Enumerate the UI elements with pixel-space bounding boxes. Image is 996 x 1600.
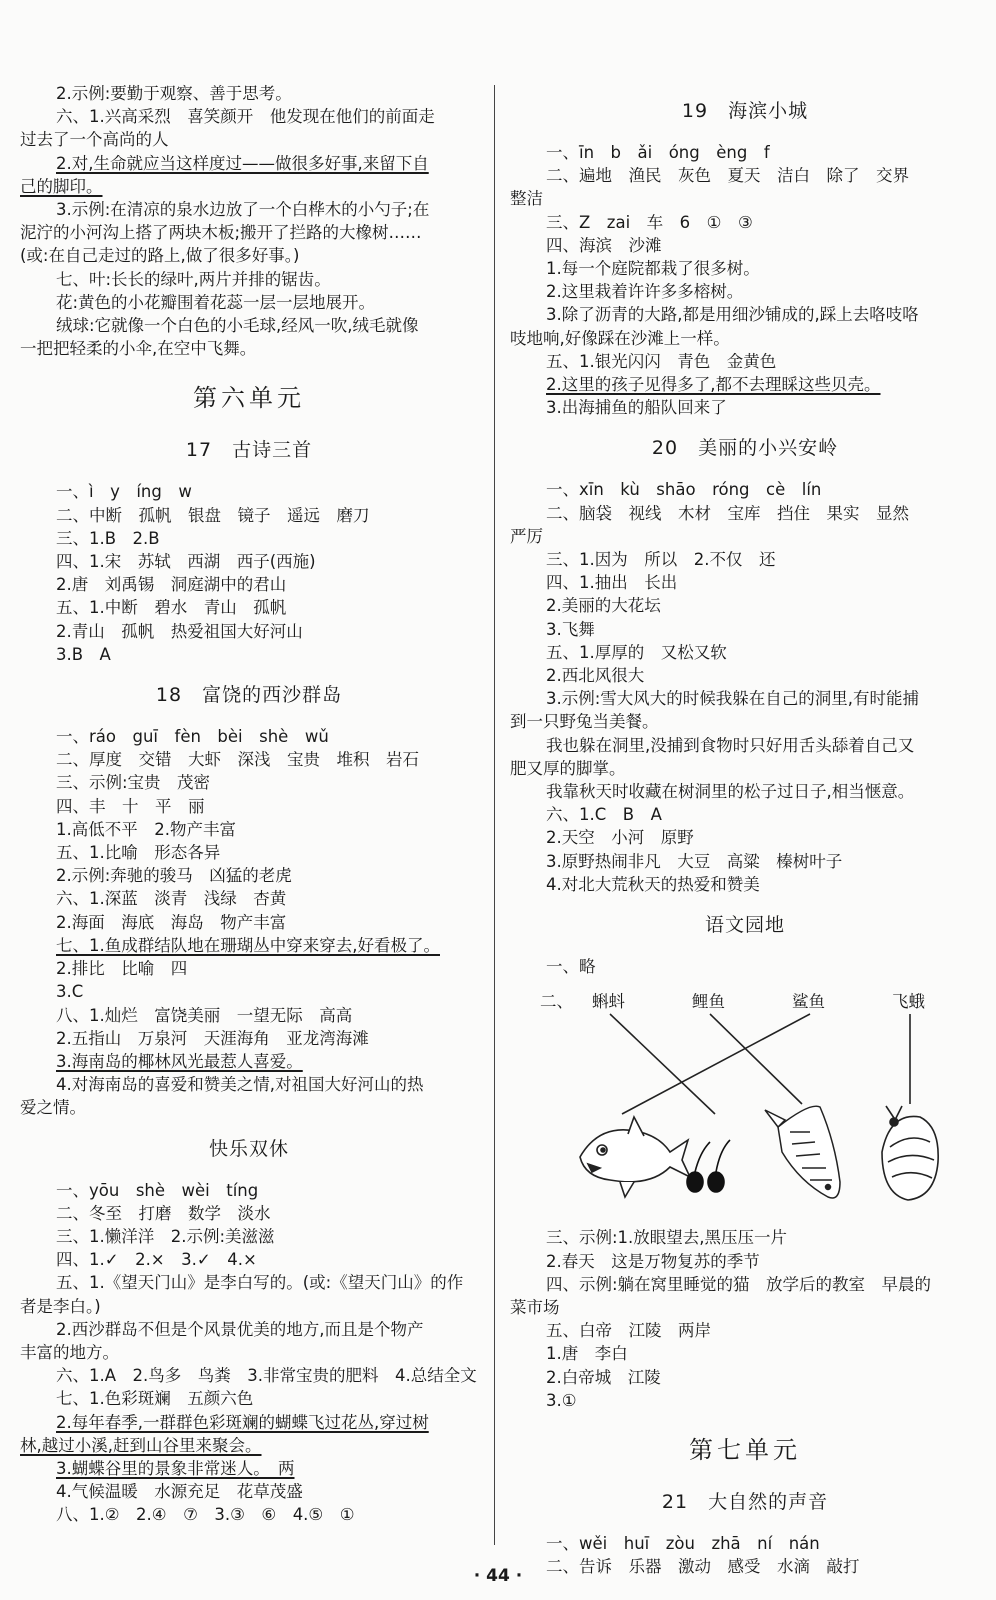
answer-line: 五、1.《望天门山》是李白写的。(或:《望天门山》的作: [56, 1273, 464, 1293]
right-column-bottom: [510, 1226, 980, 1578]
answer-line: 五、1.厚厚的 又松又软: [546, 642, 727, 662]
moth-picture: [882, 1106, 938, 1200]
answer-line: 2.青山 孤帆 热爱祖国大好河山: [56, 621, 303, 641]
answer-line: [20, 1411, 478, 1434]
answer-line: 一、wěi huī zòu zhā ní nán: [546, 1533, 820, 1553]
answer-line: 整洁: [510, 189, 543, 209]
answer-line: [20, 175, 478, 198]
answer-line: 2.春天 这是万物复苏的季节: [546, 1251, 760, 1271]
answer-line: 2.白帝城 江陵: [546, 1367, 661, 1387]
answer-line: 3.示例:雪大风大的时候我躲在自己的洞里,有时能捕: [546, 689, 920, 709]
answer-line: 4.气候温暖 水源充足 花草茂盛: [56, 1482, 303, 1502]
answer-line: 六、1.深蓝 淡青 浅绿 杏黄: [56, 889, 287, 909]
page-number: · 44 ·: [473, 1566, 523, 1586]
underlined-answer: 林,越过小溪,赶到山谷里来聚会。: [20, 1435, 262, 1455]
answer-line: 一、yōu shè wèi tíng: [56, 1180, 259, 1200]
answer-line: 四、示例:躺在窝里睡觉的猫 放学后的教室 早晨的: [546, 1274, 932, 1294]
lesson-heading: 21 大自然的声音: [661, 1490, 829, 1513]
answer-line: 2.唐 刘禹锡 洞庭湖中的君山: [56, 575, 287, 595]
answer-line: 四、1.✓ 2.× 3.✓ 4.×: [56, 1250, 257, 1270]
matching-exercise: [510, 982, 980, 1222]
answer-line: 者是李白。): [20, 1296, 101, 1316]
answer-line: 2.天空 小河 原野: [546, 828, 694, 848]
underlined-answer: 3.海南岛的椰林风光最惹人喜爱。: [56, 1051, 303, 1071]
answer-line: 3.飞舞: [546, 619, 595, 639]
answer-line: 严厉: [510, 526, 543, 546]
unit-heading: 第六单元: [193, 384, 305, 413]
answer-line: 六、1.A 2.鸟多 鸟粪 3.非常宝贵的肥料 4.总结全文: [56, 1366, 477, 1386]
answer-line: 吱地响,好像踩在沙滩上一样。: [510, 328, 730, 348]
answer-line: 四、1.宋 苏轼 西湖 西子(西施): [56, 552, 316, 572]
answer-line: 2.五指山 万泉河 天涯海角 亚龙湾海滩: [56, 1028, 369, 1048]
answer-line: [20, 1457, 478, 1480]
answer-line: 二、告诉 乐器 激动 感受 水滴 敲打: [546, 1557, 860, 1577]
answer-line: 1.唐 李白: [546, 1344, 628, 1364]
carp-picture: [765, 1106, 840, 1198]
answer-line: 2.这里栽着许许多多榕树。: [546, 282, 744, 302]
answer-line: [20, 1050, 478, 1073]
answer-line: 四、海滨 沙滩: [546, 235, 662, 255]
answer-line: 二、脑袋 视线 木材 宝库 挡住 果实 显然: [546, 503, 909, 523]
answer-line: 3.①: [546, 1390, 577, 1410]
answer-line: 三、1.懒洋洋 2.示例:美滋滋: [56, 1226, 275, 1246]
answer-line: 2.海面 海底 海岛 物产丰富: [56, 912, 287, 932]
answer-line: 肥又厚的脚掌。: [510, 758, 626, 778]
answer-line: [510, 373, 980, 396]
answer-line: 一、xīn kù shāo róng cè lín: [546, 480, 822, 500]
answer-line: 六、1.兴高采烈 喜笑颜开 他发现在他们的前面走: [56, 107, 435, 127]
answer-line: 花:黄色的小花瓣围着花蕊一层一层地展开。: [56, 292, 376, 312]
answer-line: [20, 1434, 478, 1457]
shark-picture: [580, 1117, 690, 1197]
answer-line: 二、遍地 渔民 灰色 夏天 洁白 除了 交界: [546, 166, 909, 186]
answer-line: 2.示例:要勤于观察、善于思考。: [56, 84, 292, 103]
matching-prefix: 二、: [540, 992, 573, 1012]
answer-line: 3.示例:在清凉的泉水边放了一个白桦木的小勺子;在: [56, 200, 430, 220]
label-moth: 飞蛾: [892, 992, 925, 1012]
answer-line: 七、叶:长长的绿叶,两片并排的锯齿。: [56, 269, 331, 289]
unit-heading: 第七单元: [689, 1435, 801, 1464]
answer-line: 2.西北风很大: [546, 666, 645, 686]
answer-line: 三、示例:宝贵 茂密: [56, 773, 211, 793]
answer-line: 3.原野热闹非凡 大豆 高粱 榛树叶子: [546, 851, 843, 871]
answer-line: 八、1.灿烂 富饶美丽 一望无际 高高: [56, 1005, 353, 1025]
answer-line: 一、ì y íng w: [56, 482, 192, 502]
right-column-top: [510, 96, 980, 978]
match-line-tadpole: [610, 1014, 715, 1114]
lesson-heading: 19 海滨小城: [681, 100, 809, 122]
matching-lines: [510, 982, 980, 1222]
answer-line: 四、丰 十 平 丽: [56, 796, 205, 816]
underlined-answer: 己的脚印。: [20, 176, 103, 196]
lesson-heading: 18 富饶的西沙群岛: [155, 684, 343, 707]
answer-line: 八、1.② 2.④ ⑦ 3.③ ⑥ 4.⑤ ①: [56, 1505, 355, 1525]
lesson-heading: 快乐双休: [208, 1137, 289, 1160]
right-column: [510, 82, 980, 1578]
answer-line: 3.C: [56, 982, 84, 1002]
answer-line: 爱之情。: [20, 1098, 86, 1118]
answer-line: 六、1.C B A: [546, 805, 662, 825]
answer-line: 二、中断 孤帆 银盘 镜子 遥远 磨刀: [56, 505, 370, 525]
answer-line: [20, 152, 478, 175]
underlined-answer: 2.这里的孩子见得多了,都不去理睬这些贝壳。: [546, 375, 881, 395]
answer-line: 五、1.银光闪闪 青色 金黄色: [546, 351, 777, 371]
answer-line: 二、冬至 打磨 数学 淡水: [56, 1203, 271, 1223]
answer-line: 五、1.比喻 形态各异: [56, 843, 221, 863]
tadpole-picture: [687, 1140, 730, 1192]
underlined-answer: 3.蝴蝶谷里的景象非常迷人。 两: [56, 1458, 295, 1478]
answer-line: 二、厚度 交错 大虾 深浅 宝贵 堆积 岩石: [56, 750, 419, 770]
lesson-heading: 20 美丽的小兴安岭: [651, 437, 839, 460]
answer-line: 五、白帝 江陵 两岸: [546, 1321, 711, 1341]
answer-line: 我也躲在洞里,没捕到食物时只好用舌头舔着自己又: [546, 735, 915, 755]
match-line-shark: [622, 1014, 810, 1114]
answer-line: 3.B A: [56, 644, 111, 664]
answer-line: 我靠秋天时收藏在树洞里的松子过日子,相当惬意。: [546, 782, 915, 802]
left-column: [20, 82, 478, 1527]
answer-line: 一把把轻柔的小伞,在空中飞舞。: [20, 339, 257, 359]
answer-line: 2.西沙群岛不但是个风景优美的地方,而且是个物产: [56, 1319, 424, 1339]
underlined-answer: 七、1.鱼成群结队地在珊瑚丛中穿来穿去,好看极了。: [56, 935, 440, 955]
underlined-answer: 2.对,生命就应当这样度过——做很多好事,来留下自: [56, 153, 429, 173]
answer-line: 一、īn b ǎi óng èng f: [546, 143, 770, 162]
lesson-heading: 17 古诗三首: [185, 439, 313, 462]
answer-line: 到一只野兔当美餐。: [510, 712, 659, 732]
answer-line: 4.对北大荒秋天的热爱和赞美: [546, 874, 760, 894]
underlined-answer: 2.每年春季,一群群色彩斑斓的蝴蝶飞过花丛,穿过树: [56, 1412, 429, 1432]
answer-line: 七、1.色彩斑斓 五颜六色: [56, 1389, 254, 1409]
answer-line: 五、1.中断 碧水 青山 孤帆: [56, 598, 287, 618]
answer-line: 绒球:它就像一个白色的小毛球,经风一吹,绒毛就像: [56, 316, 419, 336]
answer-line: (或:在自己走过的路上,做了很多好事。): [20, 246, 300, 266]
answer-line: 3.除了沥青的大路,都是用细沙铺成的,踩上去咯吱咯: [546, 305, 919, 325]
answer-line: 丰富的地方。: [20, 1342, 119, 1362]
answer-line: 3.出海捕鱼的船队回来了: [546, 398, 727, 418]
lesson-heading: 语文园地: [704, 914, 785, 937]
answer-line: 泥泞的小河沟上搭了两块木板;搬开了拦路的大橡树……: [20, 223, 422, 243]
label-carp: 鲤鱼: [692, 992, 725, 1012]
answer-line: 四、1.抽出 长出: [546, 573, 678, 593]
label-shark: 鲨鱼: [792, 992, 825, 1012]
answer-line: 1.高低不平 2.物产丰富: [56, 819, 236, 839]
answer-line: 三、1.B 2.B: [56, 528, 160, 548]
answer-line: 2.美丽的大花坛: [546, 596, 661, 616]
label-tadpole: 蝌蚪: [592, 992, 625, 1012]
answer-line: [20, 934, 478, 957]
answer-line: 三、1.因为 所以 2.不仅 还: [546, 550, 776, 570]
answer-line: 2.示例:奔驰的骏马 凶猛的老虎: [56, 866, 292, 886]
answer-line: 三、示例:1.放眼望去,黑压压一片: [546, 1228, 788, 1248]
answer-line: 4.对海南岛的喜爱和赞美之情,对祖国大好河山的热: [56, 1075, 424, 1095]
answer-line: 菜市场: [510, 1297, 560, 1317]
answer-line: 一、略: [546, 957, 596, 977]
answer-line: 过去了一个高尚的人: [20, 130, 169, 150]
answer-line: 三、Z zai 车 6 ① ③: [546, 212, 753, 232]
answer-line: 1.每一个庭院都栽了很多树。: [546, 259, 760, 279]
answer-line: 一、ráo guī fèn bèi shè wǔ: [56, 727, 329, 747]
answer-line: 2.排比 比喻 四: [56, 959, 188, 979]
column-divider: [494, 85, 495, 1545]
